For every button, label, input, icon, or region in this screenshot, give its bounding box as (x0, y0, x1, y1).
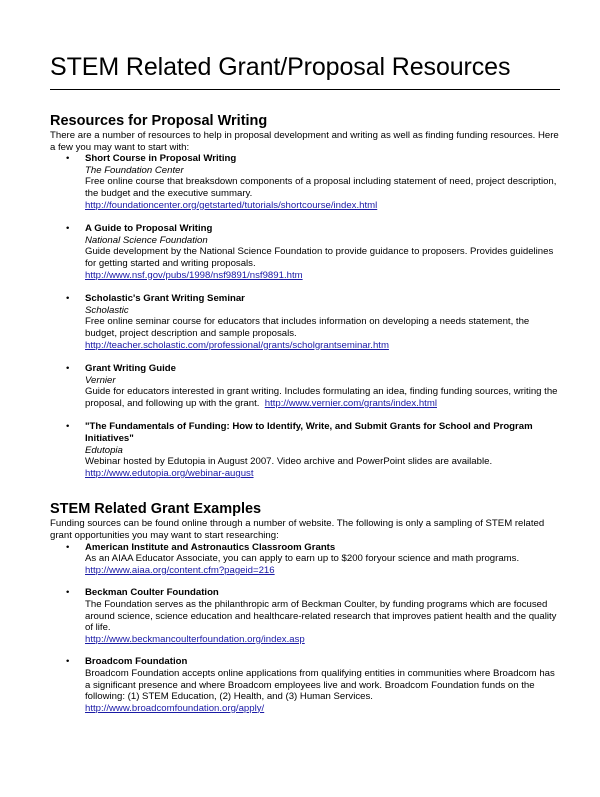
resource-title: Scholastic's Grant Writing Seminar (85, 293, 245, 305)
list-item (50, 363, 560, 409)
resource-title: Grant Writing Guide (85, 363, 176, 375)
resource-link[interactable]: http://foundationcenter.org/getstarted/tutorials/shortcourse/index.html (85, 199, 378, 211)
section-intro-grant-examples: Funding sources can be found online through a number of website. The following is only a sampling of STEM related grant opportunities you may want to start researching: (50, 518, 545, 542)
bullet-icon: • (66, 541, 70, 553)
section-heading-grant-examples: STEM Related Grant Examples (50, 501, 262, 518)
grant-title: American Institute and Astronautics Classroom Grants (85, 541, 336, 553)
bullet-icon: • (66, 153, 70, 165)
resource-link[interactable]: http://www.edutopia.org/webinar-august (85, 467, 254, 479)
grant-link[interactable]: http://www.aiaa.org/content.cfm?pageid=216 (85, 564, 275, 576)
grant-description: As an AIAA Educator Associate, you can apply to earn up to $200 foryour science and math programs. (85, 553, 520, 565)
grant-link[interactable]: http://www.beckmancoulterfoundation.org/index.asp (85, 633, 305, 645)
grant-link[interactable]: http://www.broadcomfoundation.org/apply/ (85, 702, 265, 714)
resource-description: Guide for educators interested in grant writing. Includes formulating an idea, finding funding sources, writing the proposal, and following up with the grant. (85, 386, 558, 409)
grant-example-list (50, 542, 560, 715)
list-item (50, 153, 560, 211)
bullet-icon: • (66, 656, 70, 668)
page-title: STEM Related Grant/Proposal Resources (50, 53, 511, 81)
list-item (50, 223, 560, 281)
proposal-resource-list (50, 153, 560, 479)
resource-organization: Edutopia (85, 444, 123, 456)
grant-description: The Foundation serves as the philanthropic arm of Beckman Coulter, by funding programs which are focused around science, science education and healthcare-related research that improves patient health and the quality of life. (85, 599, 557, 634)
proposal-writing-section (50, 112, 560, 479)
list-item (50, 421, 560, 479)
bullet-icon: • (66, 421, 70, 433)
bullet-icon: • (66, 587, 70, 599)
resource-link[interactable]: http://www.nsf.gov/pubs/1998/nsf9891/nsf9891.htm (85, 269, 303, 281)
section-heading-proposal-writing: Resources for Proposal Writing (50, 113, 268, 129)
title-rule (50, 89, 560, 90)
resource-link[interactable]: http://www.vernier.com/grants/index.html (264, 397, 437, 409)
resource-link[interactable]: http://teacher.scholastic.com/professional/grants/scholgrantseminar.htm (85, 339, 389, 351)
grant-description: Broadcom Foundation accepts online applications from qualifying entities in communities where Broadcom has a significant presence and where Broadcom employees live and work. Broadcom Foundation funds on the following: (1) STEM Education, (2) Health, and (3) Human Services. (85, 667, 555, 703)
list-item (50, 587, 560, 645)
resource-title: "The Fundamentals of Funding: How to Identify, Write, and Submit Grants for School and Program Initiatives" (85, 421, 533, 445)
grant-examples-section (50, 500, 560, 714)
list-item (50, 542, 560, 577)
section-intro-proposal-writing: There are a number of resources to help in proposal development and writing as well as finding funding resources. Here a few you may want to start with: (50, 130, 559, 153)
resource-description: Free online course that breaksdown components of a proposal including statement of need, project description, the budget and the executive summary. (85, 176, 557, 199)
list-item (50, 293, 560, 351)
resource-organization: Vernier (85, 374, 116, 386)
resource-description: Webinar hosted by Edutopia in August 2007. Video archive and PowerPoint slides are available. (85, 456, 493, 468)
grant-title: Beckman Coulter Foundation (85, 587, 219, 599)
resource-description: Free online seminar course for educators that includes information on developing a needs statement, the budget, project description and sample proposals. (85, 316, 530, 339)
resource-title: A Guide to Proposal Writing (85, 223, 213, 235)
bullet-icon: • (66, 223, 70, 235)
list-item (50, 656, 560, 714)
resource-organization: National Science Foundation (85, 234, 208, 246)
resource-title: Short Course in Proposal Writing (85, 153, 237, 165)
grant-title: Broadcom Foundation (85, 656, 188, 668)
resource-organization: Scholastic (85, 304, 129, 316)
resource-organization: The Foundation Center (85, 164, 184, 176)
resource-description: Guide development by the National Science Foundation to provide guidance to proposers. Provides guidelines for getting started and writing proposals. (85, 246, 554, 269)
bullet-icon: • (66, 363, 70, 375)
bullet-icon: • (66, 293, 70, 305)
